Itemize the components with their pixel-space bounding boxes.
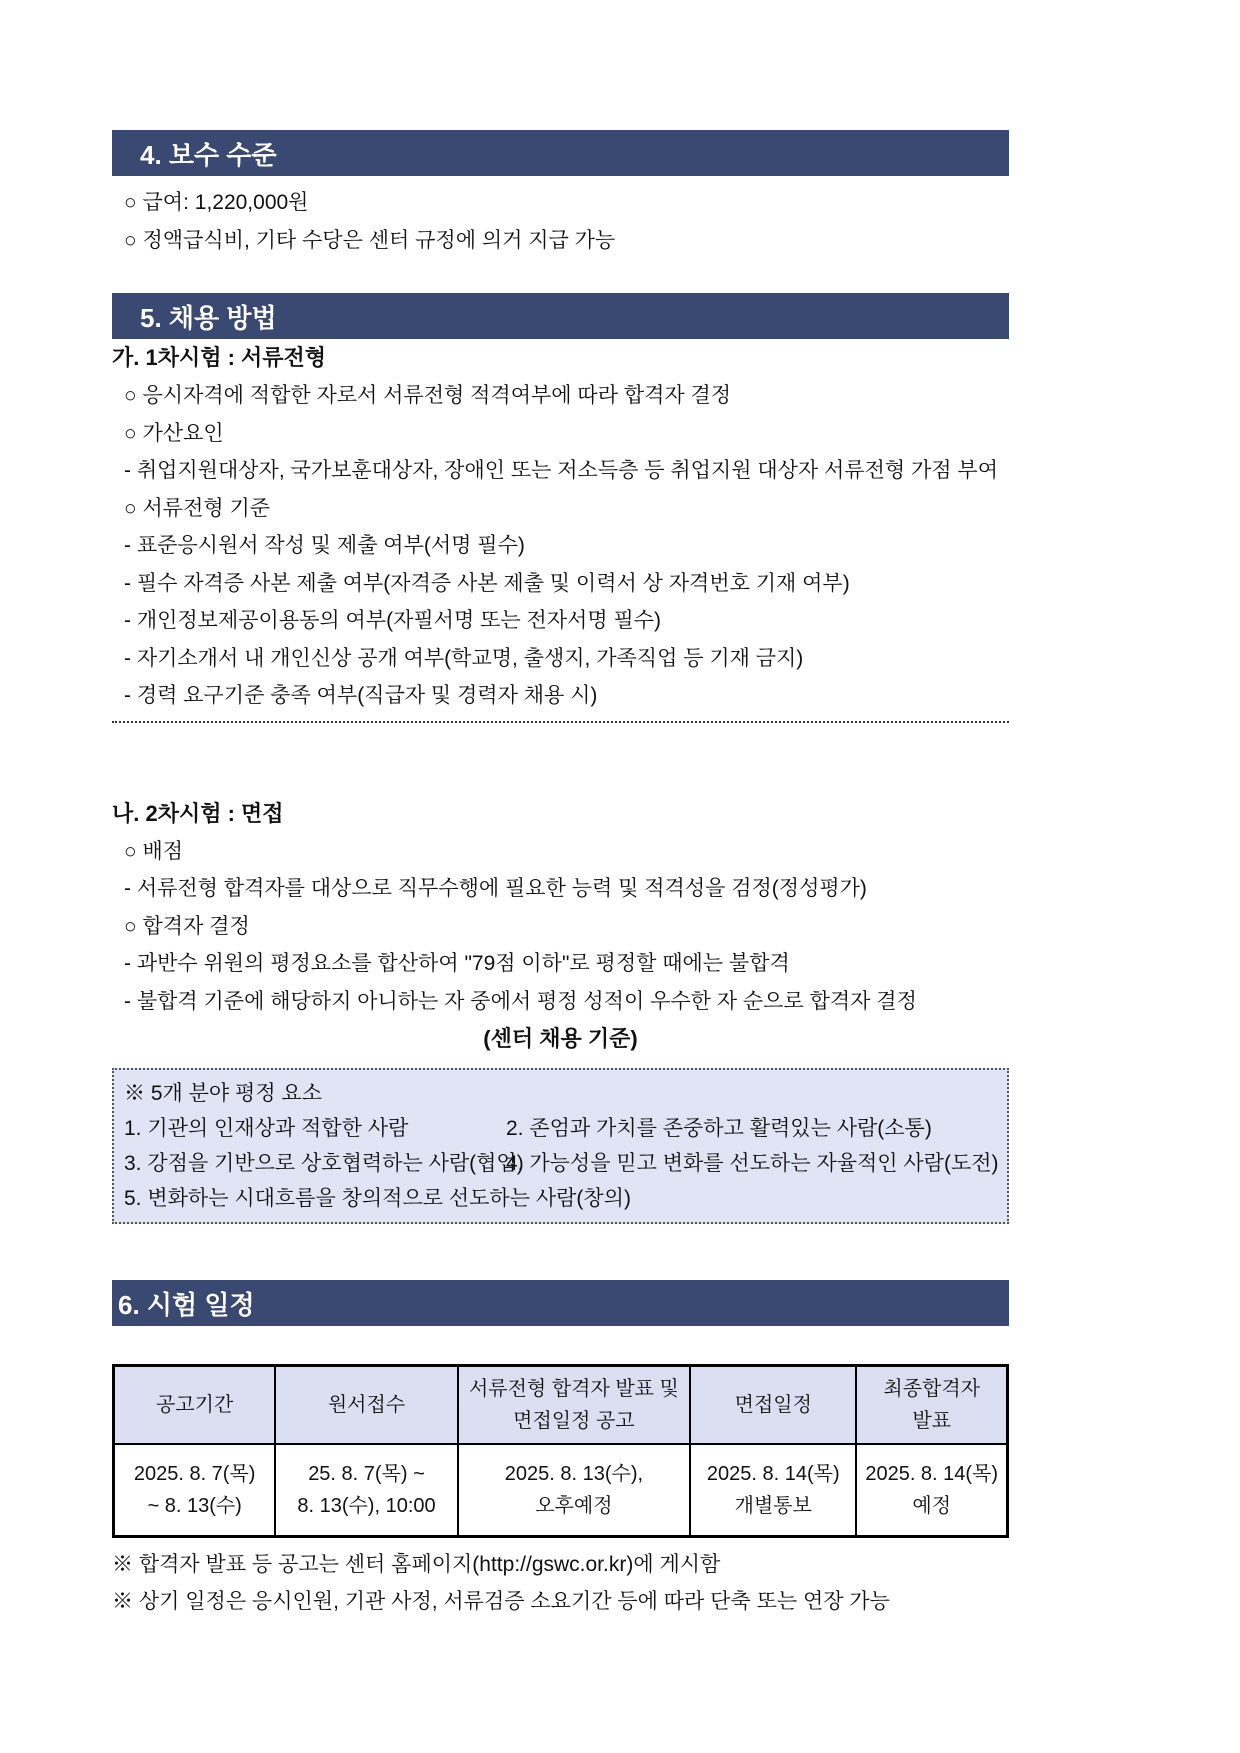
col-header-application xyxy=(275,1366,457,1445)
header-line: 면접일정 공고 xyxy=(513,1410,635,1432)
first-exam-block xyxy=(112,339,1009,723)
second-exam-block xyxy=(112,795,1009,1059)
cell-line: 2025. 8. 7(목) xyxy=(133,1463,256,1485)
list-item: - 개인정보제공이용동의 여부(자필서명 또는 전자서명 필수) xyxy=(124,609,662,632)
cell-line: 예정 xyxy=(912,1495,952,1517)
criteria-item-2: 2. 존엄과 가치를 존중하고 활력있는 사람(소통) xyxy=(506,1117,932,1140)
cell-line: ~ 8. 13(수) xyxy=(147,1495,242,1517)
criteria-row xyxy=(124,1111,997,1146)
allowance-line: ○ 정액급식비, 기타 수당은 센터 규정에 의거 지급 가능 xyxy=(124,228,616,252)
col-header-document-result xyxy=(458,1366,690,1445)
cell-line: 2025. 8. 14(목) xyxy=(865,1463,999,1485)
section-6-title: 6. 시험 일정 xyxy=(118,1289,255,1320)
cell-line: 25. 8. 7(목) ~ xyxy=(308,1463,425,1485)
criteria-item-1: 1. 기관의 인재상과 적합한 사람 xyxy=(124,1117,409,1140)
cell-application xyxy=(275,1444,457,1537)
section-6-header-band xyxy=(112,1280,1009,1326)
list-item: ○ 서류전형 기준 xyxy=(124,496,271,520)
list-item: - 경력 요구기준 충족 여부(직급자 및 경력자 채용 시) xyxy=(124,684,598,707)
section-5-title: 5. 채용 방법 xyxy=(140,302,277,333)
header-line: 발표 xyxy=(912,1410,952,1432)
criteria-box-title: ※ 5개 분야 평정 요소 xyxy=(124,1082,323,1105)
section-4-title: 4. 보수 수준 xyxy=(140,139,277,170)
list-item: - 필수 자격증 사본 제출 여부(자격증 사본 제출 및 이력서 상 자격번호 기재 여부) xyxy=(124,571,850,595)
cell-line: 2025. 8. 13(수), xyxy=(504,1463,644,1485)
criteria-row xyxy=(124,1146,997,1181)
cell-line: 2025. 8. 14(목) xyxy=(706,1463,840,1485)
list-item: - 표준응시원서 작성 및 제출 여부(서명 필수) xyxy=(124,534,525,557)
list-item: - 불합격 기준에 해당하지 아니하는 자 중에서 평정 성적이 우수한 자 순으로 합격자 결정 xyxy=(124,989,917,1013)
cell-final-result xyxy=(856,1444,1007,1537)
footer-notes xyxy=(112,1546,1009,1620)
table-row xyxy=(114,1444,1008,1537)
col-header-final-result xyxy=(856,1366,1007,1445)
list-item: - 자기소개서 내 개인신상 공개 여부(학교명, 출생지, 가족직업 등 기재 금지) xyxy=(124,646,804,670)
first-exam-heading: 가. 1차시험 : 서류전형 xyxy=(112,345,327,370)
center-standard-note: (센터 채용 기준) xyxy=(483,1026,638,1051)
list-item: - 서류전형 합격자를 대상으로 직무수행에 필요한 능력 및 적격성을 검정(정성평가) xyxy=(124,877,867,900)
cell-document-result xyxy=(458,1444,690,1537)
cell-line: 개별통보 xyxy=(734,1495,812,1517)
list-item: ○ 합격자 결정 xyxy=(124,914,250,938)
section-4-header-band xyxy=(112,130,1009,176)
salary-line: ○ 급여: 1,220,000원 xyxy=(124,191,309,214)
cell-line: 8. 13(수), 10:00 xyxy=(297,1495,436,1517)
header-line: 면접일정 xyxy=(734,1394,812,1416)
criteria-item-3: 3. 강점을 기반으로 상호협력하는 사람(협업) xyxy=(124,1152,524,1175)
list-item: ○ 배점 xyxy=(124,839,184,863)
criteria-item-4: 4. 가능성을 믿고 변화를 선도하는 자율적인 사람(도전) xyxy=(506,1152,999,1175)
cell-line: 오후예정 xyxy=(535,1495,613,1517)
header-line: 공고기간 xyxy=(156,1394,234,1416)
header-line: 최종합격자 xyxy=(883,1378,980,1400)
note-website: ※ 합격자 발표 등 공고는 센터 홈페이지(http://gswc.or.kr)에 게시함 xyxy=(112,1553,721,1576)
evaluation-criteria-box xyxy=(112,1068,1009,1224)
second-exam-heading: 나. 2차시험 : 면접 xyxy=(112,800,284,826)
criteria-item-5: 5. 변화하는 시대흐름을 창의적으로 선도하는 사람(창의) xyxy=(124,1187,631,1210)
note-schedule-change: ※ 상기 일정은 응시인원, 기관 사정, 서류검증 소요기간 등에 따라 단축 또는 연장 가능 xyxy=(112,1590,890,1613)
table-header-row xyxy=(114,1366,1008,1445)
section-6-block xyxy=(112,1280,1009,1620)
section-4-body xyxy=(112,184,1009,259)
list-item: - 과반수 위원의 평정요소를 합산하여 "79점 이하"로 평정할 때에는 불합격 xyxy=(124,952,790,975)
col-header-notice-period xyxy=(114,1366,276,1445)
cell-interview xyxy=(690,1444,856,1537)
list-item: ○ 응시자격에 적합한 자로서 서류전형 적격여부에 따라 합격자 결정 xyxy=(124,384,732,407)
document-content xyxy=(112,130,1009,1620)
section-5-header-band xyxy=(112,293,1009,339)
list-item: ○ 가산요인 xyxy=(124,421,224,445)
list-item: - 취업지원대상자, 국가보훈대상자, 장애인 또는 저소득층 등 취업지원 대상자 서류전형 가점 부여 xyxy=(124,459,998,482)
header-line: 원서접수 xyxy=(327,1394,406,1416)
col-header-interview xyxy=(690,1366,856,1445)
header-line: 서류전형 합격자 발표 및 xyxy=(468,1378,679,1400)
exam-schedule-table xyxy=(112,1364,1009,1538)
cell-notice-period xyxy=(114,1444,276,1537)
